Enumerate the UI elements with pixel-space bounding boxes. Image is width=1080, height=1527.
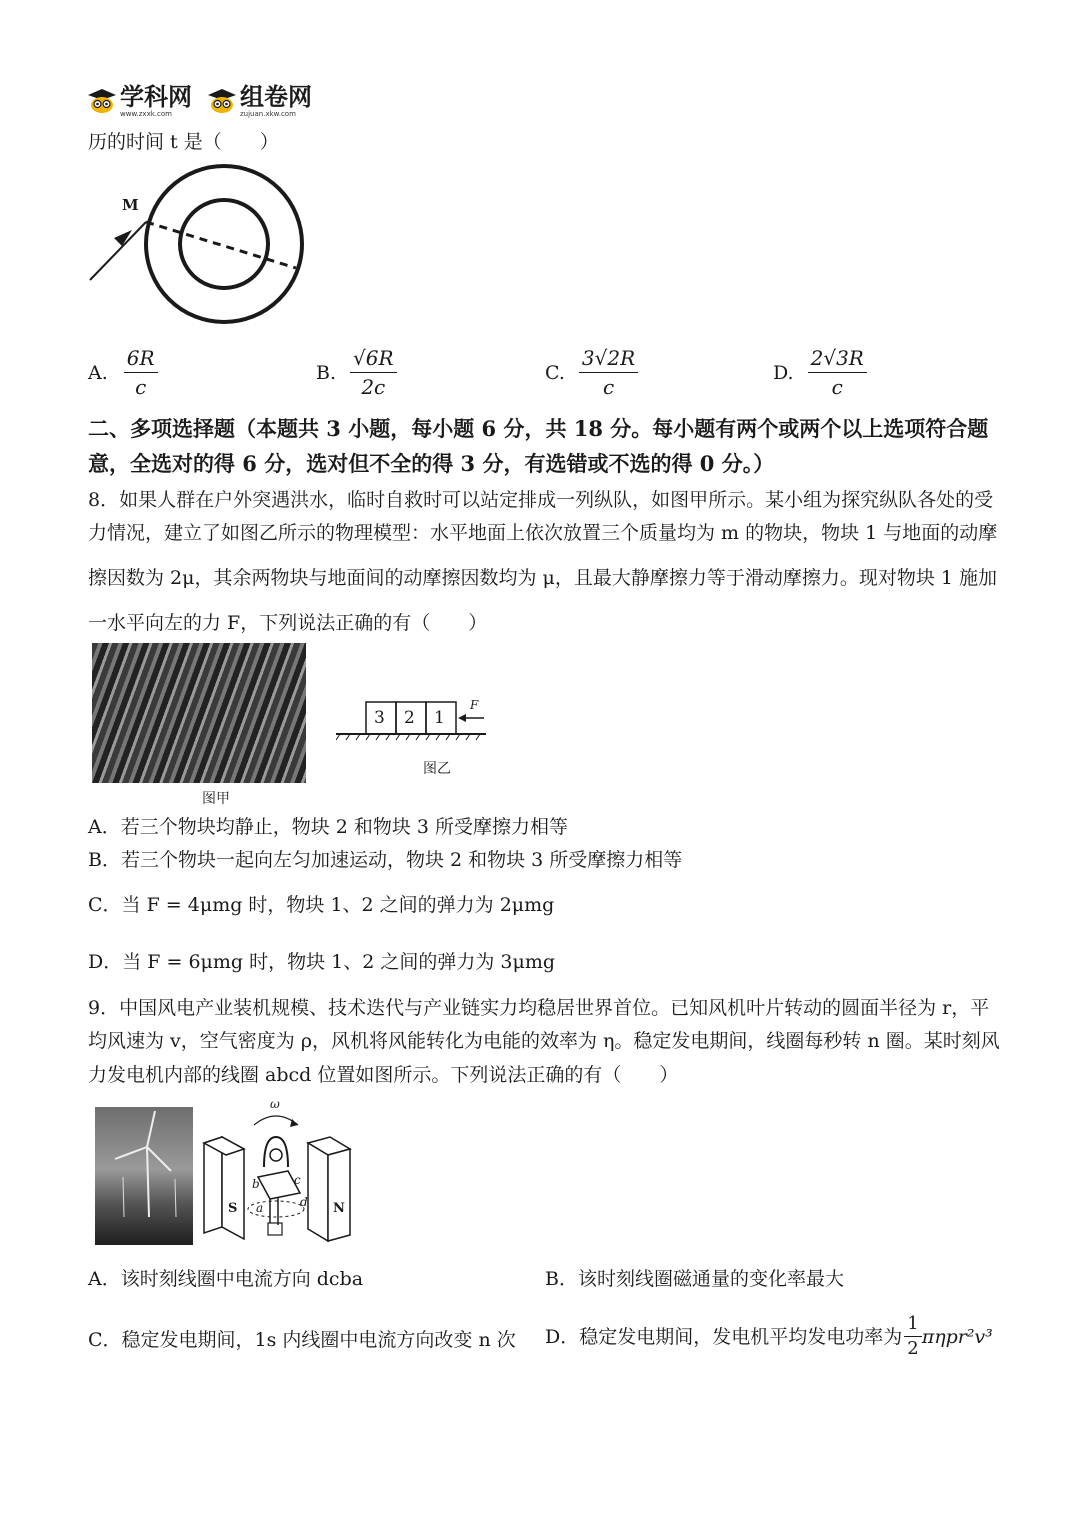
- q7-option-b: B. $\frac{√6R}{2c}$: [316, 344, 397, 401]
- owl-icon: [208, 89, 236, 113]
- coil-b-label: b: [252, 1177, 260, 1191]
- coil-d-label: d: [300, 1195, 308, 1209]
- figure-caption-jia: 图甲: [202, 791, 230, 807]
- flood-queue-photo: [92, 643, 306, 783]
- logo-name: 组卷网: [240, 83, 312, 111]
- logo-url: www.zxxk.com: [120, 110, 172, 118]
- q8-line3: 擦因数为 2μ，其余两物块与地面间的动摩擦因数均为 μ，且最大静摩擦力等于滑动摩擦力。现对物块 1 施加: [88, 567, 998, 589]
- owl-icon: [88, 89, 116, 113]
- block-3-label: 3: [374, 708, 385, 728]
- q9-option-d: [545, 1312, 993, 1361]
- logo-url: zujuan.xkw.com: [240, 110, 296, 118]
- point-m-label: M: [122, 196, 139, 214]
- option-fraction: $\frac{3√2R}{c}$: [579, 344, 638, 401]
- q7-option-c: C. $\frac{3√2R}{c}$: [545, 344, 638, 401]
- q9-line3: 力发电机内部的线圈 abcd 位置如图所示。下列说法正确的有（ ）: [88, 1064, 679, 1086]
- option-d-formula-tail: πηpr²v³: [921, 1325, 993, 1348]
- q7-stem-tail: 历的时间 t 是（ ）: [88, 131, 279, 153]
- q8-line1: 8．如果人群在户外突遇洪水，临时自救时可以站定排成一列纵队，如图甲所示。某小组为探究纵队各处的受: [88, 489, 994, 511]
- q8-option-b: B．若三个物块一起向左匀加速运动，物块 2 和物块 3 所受摩擦力相等: [88, 849, 683, 871]
- wind-turbine-photo: [95, 1107, 193, 1245]
- logo-zujuanwang: [208, 84, 312, 118]
- magnet-n-label: N: [333, 1201, 345, 1216]
- q9-line2: 均风速为 v，空气密度为 ρ，风机将风能转化为电能的效率为 η。稳定发电期间，线圈每秒转 n 圈。某时刻风: [88, 1030, 1000, 1052]
- figure-caption-yi: 图乙: [423, 761, 451, 777]
- q7-option-d: D. $\frac{2√3R}{c}$: [773, 344, 867, 401]
- section-heading-line2: 意，全选对的得 6 分，选对但不全的得 3 分，有选错或不选的得 0 分。）: [88, 451, 775, 476]
- block-1-label: 1: [434, 708, 445, 728]
- q9-option-d-text: D．稳定发电期间，发电机平均发电功率为: [545, 1325, 903, 1348]
- omega-label: ω: [270, 1097, 280, 1111]
- q8-option-c: C．当 F = 4μmg 时，物块 1、2 之间的弹力为 2μmg: [88, 894, 555, 916]
- block-2-label: 2: [404, 708, 415, 728]
- logo-name: 学科网: [120, 83, 192, 111]
- force-label: F: [470, 698, 479, 712]
- coil-a-label: a: [256, 1201, 264, 1215]
- q9-line1: 9．中国风电产业装机规模、技术迭代与产业链实力均稳居世界首位。已知风机叶片转动的圆面半径为 r，平: [88, 997, 990, 1019]
- q8-option-d: D．当 F = 6μmg 时，物块 1、2 之间的弹力为 3μmg: [88, 951, 556, 973]
- magnet-s-label: S: [228, 1201, 238, 1216]
- q7-option-a: A. $\frac{6R}{c}$: [88, 344, 158, 401]
- option-d-fraction: $\frac{1}{2}$: [904, 1312, 921, 1361]
- blocks-diagram: [336, 690, 496, 750]
- q9-option-b: B．该时刻线圈磁通量的变化率最大: [545, 1268, 844, 1290]
- option-fraction: $\frac{6R}{c}$: [124, 344, 158, 401]
- generator-diagram: [200, 1097, 355, 1247]
- q9-option-c: C．稳定发电期间，1s 内线圈中电流方向改变 n 次: [88, 1329, 516, 1351]
- q8-line4: 一水平向左的力 F，下列说法正确的有（ ）: [88, 612, 488, 634]
- q7-figure: [84, 160, 314, 330]
- coil-c-label: c: [294, 1173, 301, 1187]
- q8-line2: 力情况，建立了如图乙所示的物理模型：水平地面上依次放置三个质量均为 m 的物块，物块 1 与地面的动摩: [88, 522, 998, 544]
- q8-option-a: A．若三个物块均静止，物块 2 和物块 3 所受摩擦力相等: [88, 816, 569, 838]
- section-heading-line1: 二、多项选择题（本题共 3 小题，每小题 6 分，共 18 分。每小题有两个或两个以上选项符合题: [88, 416, 989, 441]
- option-fraction: $\frac{√6R}{2c}$: [350, 344, 397, 401]
- q9-option-a: A．该时刻线圈中电流方向 dcba: [88, 1268, 364, 1290]
- option-fraction: $\frac{2√3R}{c}$: [808, 344, 867, 401]
- logo-xuekewang: [88, 84, 192, 118]
